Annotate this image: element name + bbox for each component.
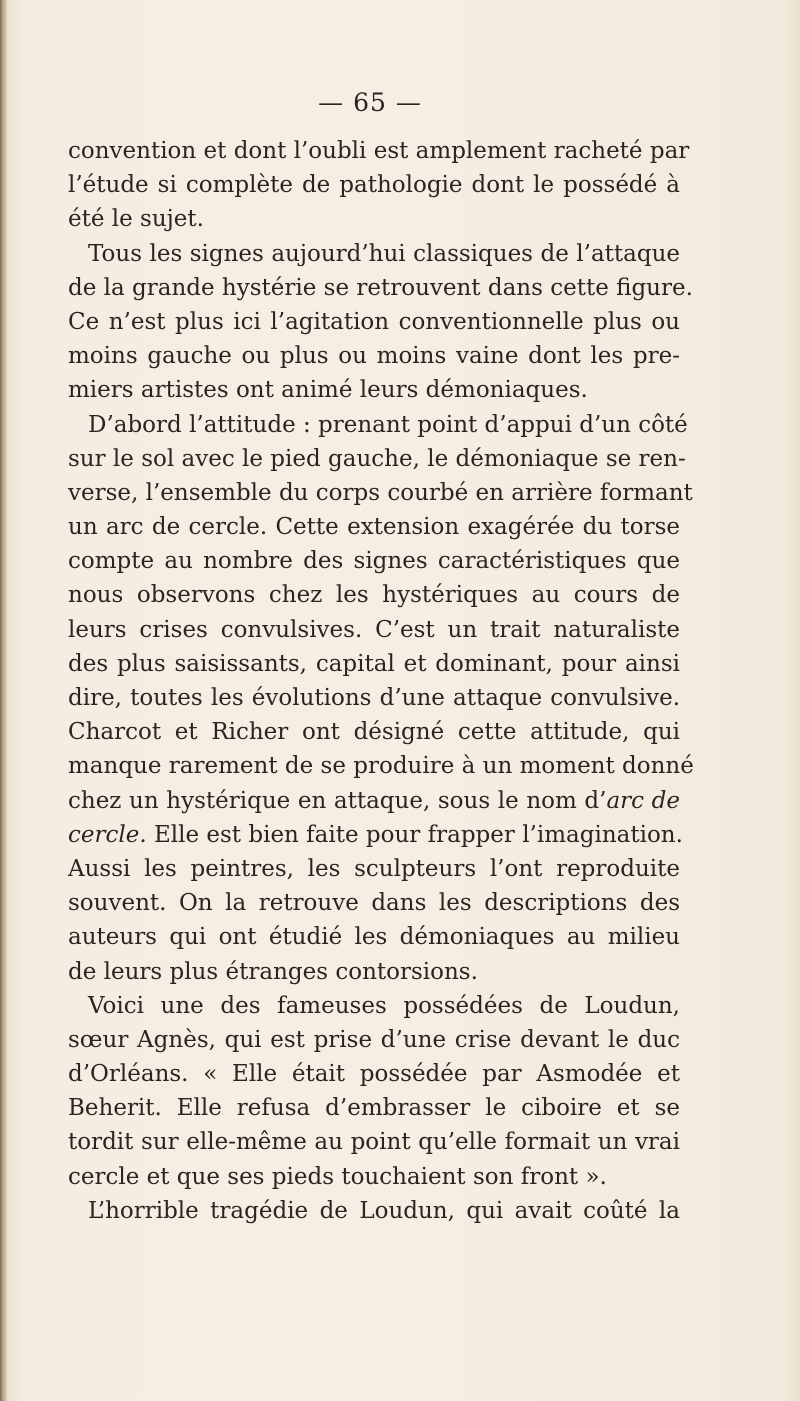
italic-term: arc de xyxy=(606,787,681,814)
text-line: verse, l’ensemble du corps courbé en arrière formant xyxy=(68,479,693,506)
text-line: manque rarement de se produire à un moment donné xyxy=(68,753,694,780)
text-line: Beherit. Elle refusa d’embrasser le ciboire et se xyxy=(68,1095,680,1122)
text-line: convention et dont l’oubli est amplement racheté par xyxy=(68,138,690,164)
text-line: un arc de cercle. Cette extension exagérée du torse xyxy=(68,514,680,541)
text-line: D’abord l’attitude : prenant point d’appui d’un côté xyxy=(88,411,688,438)
text-line: Aussi les peintres, les sculpteurs l’ont reproduite xyxy=(68,855,680,882)
text-line: de la grande hystérie se retrouvent dans cette figure. xyxy=(68,274,693,301)
text-line: sœur Agnès, qui est prise d’une crise devant le duc xyxy=(68,1026,680,1053)
text-line: compte au nombre des signes caractéristiques que xyxy=(68,548,680,575)
text-line: Ce n’est plus ici l’agitation conventionnelle plus ou xyxy=(68,308,680,335)
text-line: Voici une des fameuses possédées de Loudun, xyxy=(88,992,680,1019)
text-line: cercle et que ses pieds touchaient son front ». xyxy=(68,1163,607,1190)
text-line: d’Orléans. « Elle était possédée par Asmodée et xyxy=(68,1061,680,1088)
text-line: L’horrible tragédie de Loudun, qui avait coûté la xyxy=(88,1197,680,1224)
text-line: l’étude si complète de pathologie dont le possédé à xyxy=(68,172,680,199)
text-line: miers artistes ont animé leurs démoniaques. xyxy=(68,377,588,404)
text-segment: Elle est bien faite pour frapper l’imagination. xyxy=(146,821,683,848)
text-line: sur le sol avec le pied gauche, le démoniaque se ren- xyxy=(68,445,686,472)
italic-term: cercle. xyxy=(68,821,147,848)
text-line: des plus saisissants, capital et dominant, pour ainsi xyxy=(68,650,680,677)
body-text xyxy=(68,134,694,1228)
text-line xyxy=(68,818,683,852)
binding-edge xyxy=(0,0,7,1401)
text-line xyxy=(68,784,680,818)
text-line: Charcot et Richer ont désigné cette attitude, qui xyxy=(68,719,680,746)
text-line: dire, toutes les évolutions d’une attaque convulsive. xyxy=(68,685,680,711)
text-line: été le sujet. xyxy=(68,206,204,233)
text-line: tordit sur elle-même au point qu’elle formait un vrai xyxy=(68,1129,680,1156)
text-line: auteurs qui ont étudié les démoniaques au milieu xyxy=(68,924,680,951)
text-segment: chez un hystérique en attaque, sous le nom d’ xyxy=(68,787,607,814)
text-line: de leurs plus étranges contorsions. xyxy=(68,958,478,985)
text-line: Tous les signes aujourd’hui classiques de l’attaque xyxy=(88,240,680,267)
text-line: souvent. On la retrouve dans les descriptions des xyxy=(68,890,680,917)
page-number: — 65 — xyxy=(318,88,422,117)
text-line: nous observons chez les hystériques au cours de xyxy=(68,582,680,609)
text-line: moins gauche ou plus ou moins vaine dont les pre- xyxy=(68,343,680,370)
text-line: leurs crises convulsives. C’est un trait naturaliste xyxy=(68,616,680,643)
